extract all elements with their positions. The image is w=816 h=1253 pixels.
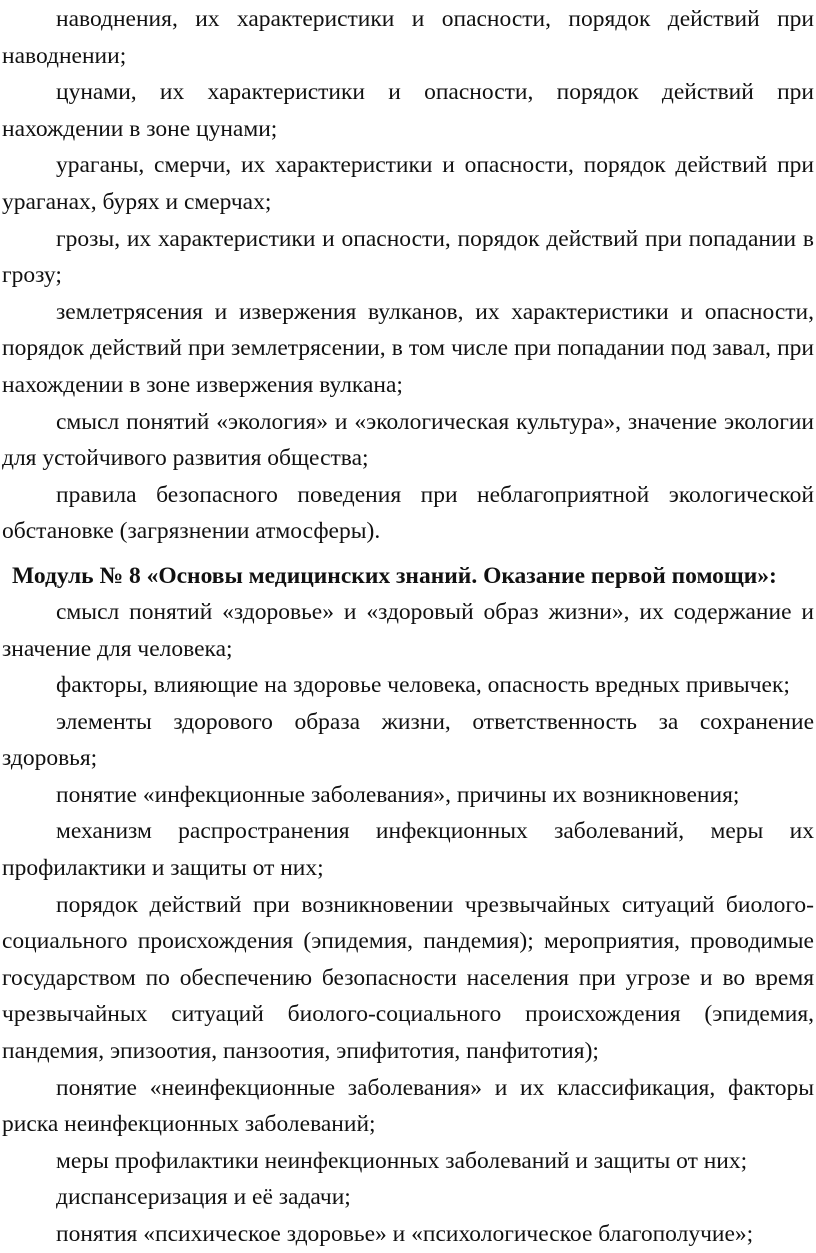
list-item: диспансеризация и её задачи; bbox=[56, 1184, 351, 1211]
list-item: ураганы, смерчи, их характеристики и опасности, порядок действий при ураганах, бурях и смерчах; bbox=[2, 152, 814, 215]
list-item: грозы, их характеристики и опасности, порядок действий при попадании в грозу; bbox=[2, 225, 814, 289]
list-item: землетрясения и извержения вулканов, их характеристики и опасности, порядок действий при землетрясении, в том числе при попадании под завал, при нахождении в зоне извержения вулкана; bbox=[2, 298, 814, 398]
list-item: элементы здорового образа жизни, ответственность за сохранение здоровья; bbox=[2, 708, 814, 772]
list-item: смысл понятий «экология» и «экологическая культура», значение экологии для устойчивого развития общества; bbox=[2, 408, 814, 472]
list-item: понятие «неинфекционные заболевания» и их классификация, факторы риска неинфекционных заболеваний; bbox=[2, 1074, 814, 1138]
module-heading: Модуль № 8 «Основы медицинских знаний. Оказание первой помощи»: bbox=[12, 562, 777, 589]
list-item: цунами, их характеристики и опасности, порядок действий при нахождении в зоне цунами; bbox=[2, 79, 814, 142]
list-item: смысл понятий «здоровье» и «здоровый образ жизни», их содержание и значение для человека; bbox=[2, 598, 814, 662]
list-item: понятия «психическое здоровье» и «психологическое благополучие»; bbox=[56, 1221, 754, 1247]
list-item: порядок действий при возникновении чрезвычайных ситуаций биолого-социального происхождения (эпидемия, пандемия); мероприятия, проводимые государством по обеспечению безопасности населения при угрозе и во время чрезвычайных ситуаций биолого-социального происхождения (эпидемия, пандемия, эпизоотия, панзоотия, эпифитотия, панфитотия); bbox=[2, 891, 814, 1065]
list-item: правила безопасного поведения при неблагоприятной экологической обстановке (загрязнении атмосферы). bbox=[2, 481, 814, 545]
document-page bbox=[2, 0, 814, 1253]
list-item: наводнения, их характеристики и опасности, порядок действий при наводнении; bbox=[2, 6, 814, 69]
list-item: меры профилактики неинфекционных заболеваний и защиты от них; bbox=[56, 1147, 748, 1174]
list-item: факторы, влияющие на здоровье человека, опасность вредных привычек; bbox=[56, 672, 790, 699]
list-item: понятие «инфекционные заболевания», причины их возникновения; bbox=[56, 781, 740, 808]
list-item: механизм распространения инфекционных заболеваний, меры их профилактики и защиты от них; bbox=[2, 818, 814, 882]
